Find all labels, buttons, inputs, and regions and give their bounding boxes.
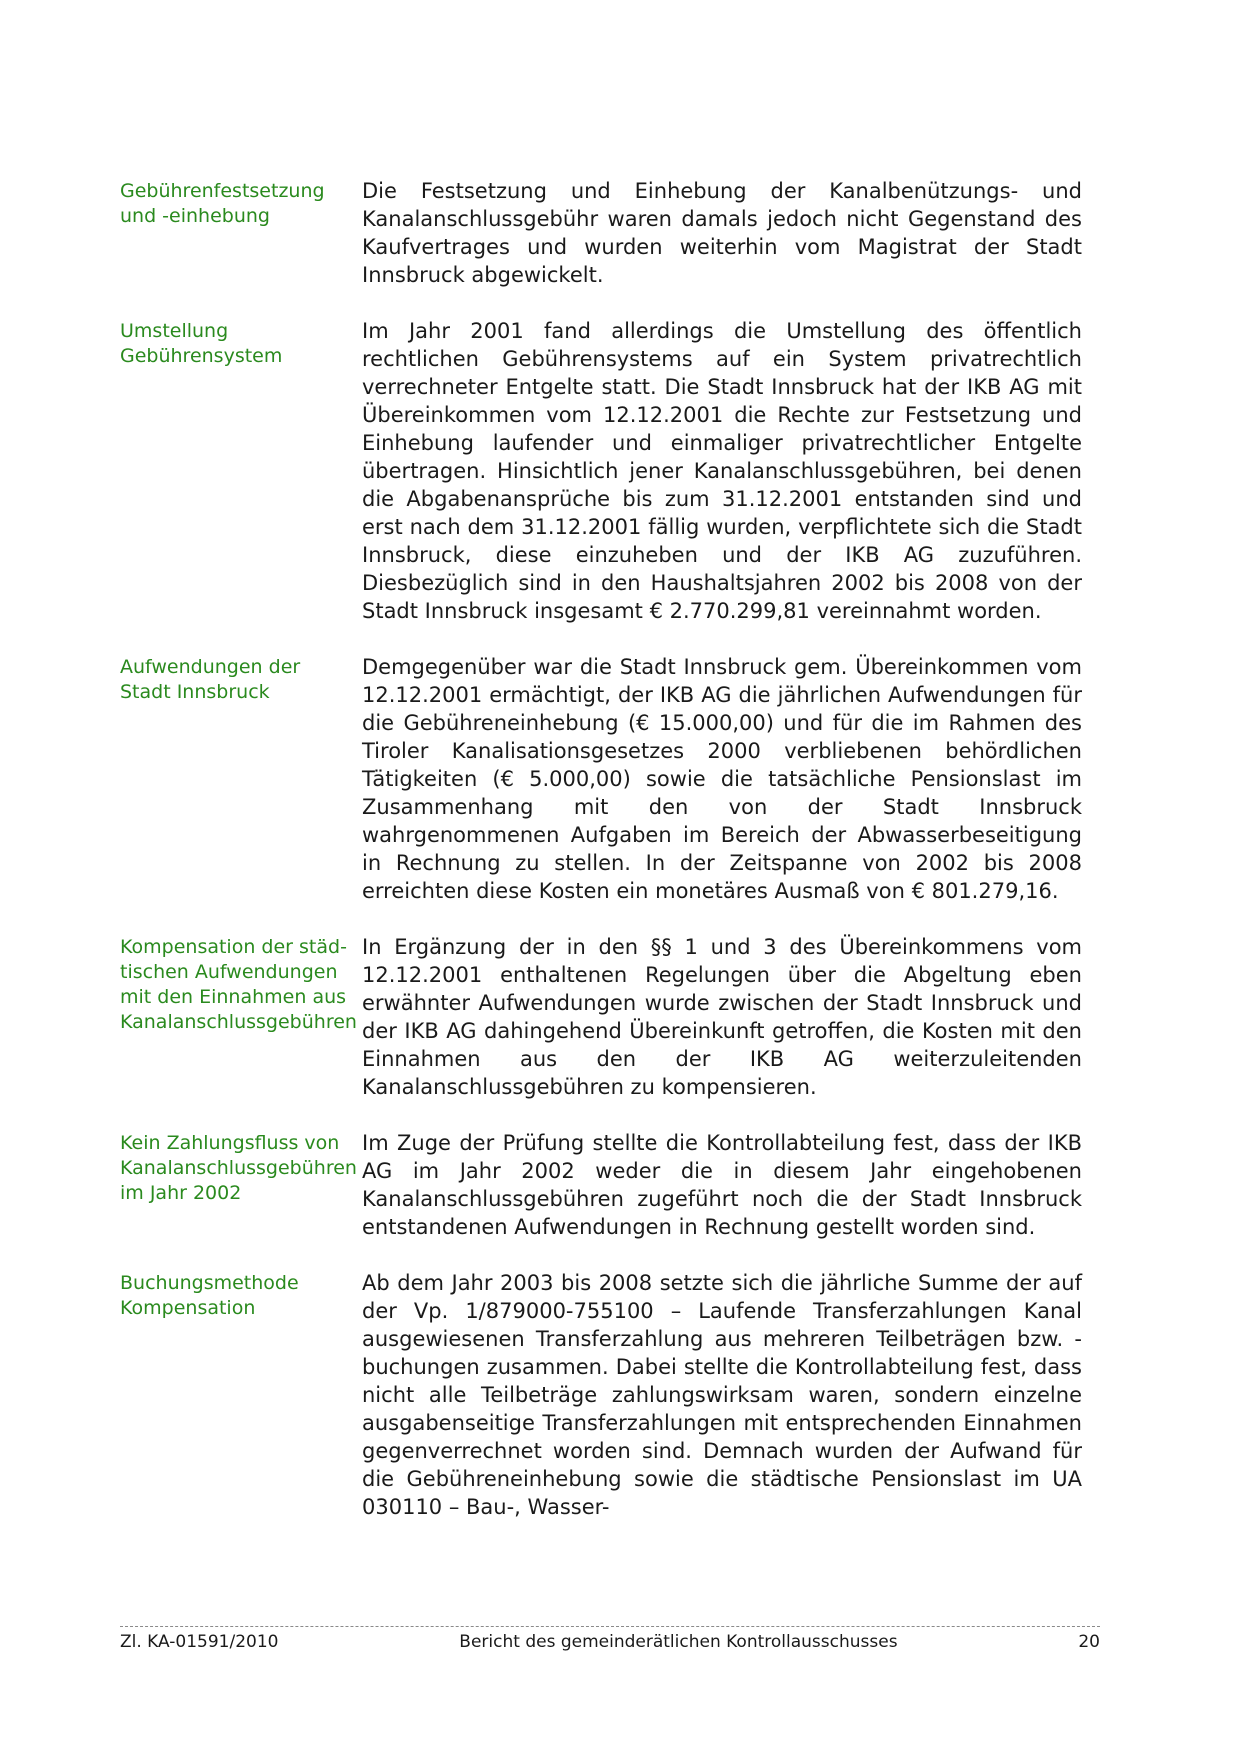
section-city-expenses bbox=[120, 653, 1160, 905]
page-footer bbox=[120, 1626, 1100, 1653]
section-fee-assessment bbox=[120, 177, 1160, 289]
section-compensation bbox=[120, 933, 1160, 1101]
section-booking-method bbox=[120, 1269, 1160, 1521]
margin-heading bbox=[120, 1269, 358, 1521]
margin-heading-line: mit den Einnahmen aus bbox=[120, 986, 347, 1008]
margin-heading bbox=[120, 1129, 358, 1241]
section-no-payment-2002 bbox=[120, 1129, 1160, 1241]
margin-heading bbox=[120, 653, 358, 905]
report-sections bbox=[120, 177, 1160, 1549]
margin-heading-line: tischen Aufwendungen bbox=[120, 961, 338, 983]
section-paragraph: Ab dem Jahr 2003 bis 2008 setzte sich die jährliche Summe der auf der Vp. 1/879000-755100 – Laufende Transferzahlungen Kanal ausgewiesenen Transferzahlung aus mehreren Teilbeträgen bzw. -buchungen zusammen. Dabei stellte die Kontrollabteilung fest, dass nicht alle Teilbeträge zahlungswirksam waren, sondern einzelne ausgabenseitige Transferzahlungen mit entsprechenden Einnahmen gegenverrechnet worden sind. Demnach wurden der Aufwand für die Gebühreneinhebung sowie die städtische Pensionslast im UA 030110 – Bau-, Wasser- bbox=[362, 1271, 1082, 1519]
margin-heading-line: Kanalanschlussgebühren bbox=[120, 1157, 357, 1179]
section-paragraph: Demgegenüber war die Stadt Innsbruck gem. Übereinkommen vom 12.12.2001 ermächtigt, der IKB AG die jährlichen Aufwendungen für die Gebühreneinhebung (€ 15.000,00) und für die im Rahmen des Tiroler Kanalisationsgesetzes 2000 verbliebenen behördlichen Tätigkeiten (€ 5.000,00) sowie die tatsächliche Pensionslast im Zusammenhang mit den von der Stadt Innsbruck wahrgenommenen Aufgaben im Bereich der Abwasserbeseitigung in Rechnung zu stellen. In der Zeitspanne von 2002 bis 2008 erreichten diese Kosten ein monetäres Ausmaß von € 801.279,16. bbox=[362, 655, 1082, 903]
footer-page-number: 20 bbox=[1078, 1632, 1100, 1652]
margin-heading-line: Gebührensystem bbox=[120, 345, 283, 367]
margin-heading-line: Buchungsmethode bbox=[120, 1272, 299, 1294]
section-paragraph: In Ergänzung der in den §§ 1 und 3 des Übereinkommens vom 12.12.2001 enthaltenen Regelungen über die Abgeltung eben erwähnter Aufwendungen wurde zwischen der Stadt Innsbruck und der IKB AG dahingehend Übereinkunft getroffen, die Kosten mit den Einnahmen aus den der IKB AG weiterzuleitenden Kanalanschlussgebühren zu kompensieren. bbox=[362, 935, 1082, 1099]
margin-heading-line: Kompensation bbox=[120, 1297, 256, 1319]
margin-heading-line: Stadt Innsbruck bbox=[120, 681, 270, 703]
margin-heading-line: und -einhebung bbox=[120, 205, 270, 227]
footer-report-title: Bericht des gemeinderätlichen Kontrollausschusses bbox=[459, 1632, 898, 1652]
section-fee-system-change bbox=[120, 317, 1160, 625]
margin-heading-line: im Jahr 2002 bbox=[120, 1182, 242, 1204]
margin-heading-line: Kompensation der städ- bbox=[120, 936, 347, 958]
margin-heading-line: Umstellung bbox=[120, 320, 229, 342]
section-paragraph: Im Zuge der Prüfung stellte die Kontrollabteilung fest, dass der IKB AG im Jahr 2002 weder die in diesem Jahr eingehobenen Kanalanschlussgebühren zugeführt noch die der Stadt Innsbruck entstandenen Aufwendungen in Rechnung gestellt worden sind. bbox=[362, 1131, 1082, 1239]
footer-reference-number: Zl. KA-01591/2010 bbox=[120, 1632, 279, 1652]
margin-heading bbox=[120, 317, 358, 625]
margin-heading bbox=[120, 177, 358, 289]
section-paragraph: Im Jahr 2001 fand allerdings die Umstellung des öffentlich rechtlichen Gebührensystems auf ein System privatrechtlich verrechneter Entgelte statt. Die Stadt Innsbruck hat der IKB AG mit Übereinkommen vom 12.12.2001 die Rechte zur Festsetzung und Einhebung laufender und einmaliger privatrechtlicher Entgelte übertragen. Hinsichtlich jener Kanalanschlussgebühren, bei denen die Abgabenansprüche bis zum 31.12.2001 entstanden sind und erst nach dem 31.12.2001 fällig wurden, verpflichtete sich die Stadt Innsbruck, diese einzuheben und der IKB AG zuzuführen. Diesbezüglich sind in den Haushaltsjahren 2002 bis 2008 von der Stadt Innsbruck insgesamt € 2.770.299,81 vereinnahmt worden. bbox=[362, 319, 1082, 623]
margin-heading-line: Gebührenfestsetzung bbox=[120, 180, 325, 202]
margin-heading-line: Kanalanschlussgebühren bbox=[120, 1011, 357, 1033]
margin-heading bbox=[120, 933, 358, 1101]
section-paragraph: Die Festsetzung und Einhebung der Kanalbenützungs- und Kanalanschlussgebühr waren damals jedoch nicht Gegenstand des Kaufvertrages und wurden weiterhin vom Magistrat der Stadt Innsbruck abgewickelt. bbox=[362, 179, 1082, 287]
margin-heading-line: Kein Zahlungsfluss von bbox=[120, 1132, 340, 1154]
margin-heading-line: Aufwendungen der bbox=[120, 656, 301, 678]
